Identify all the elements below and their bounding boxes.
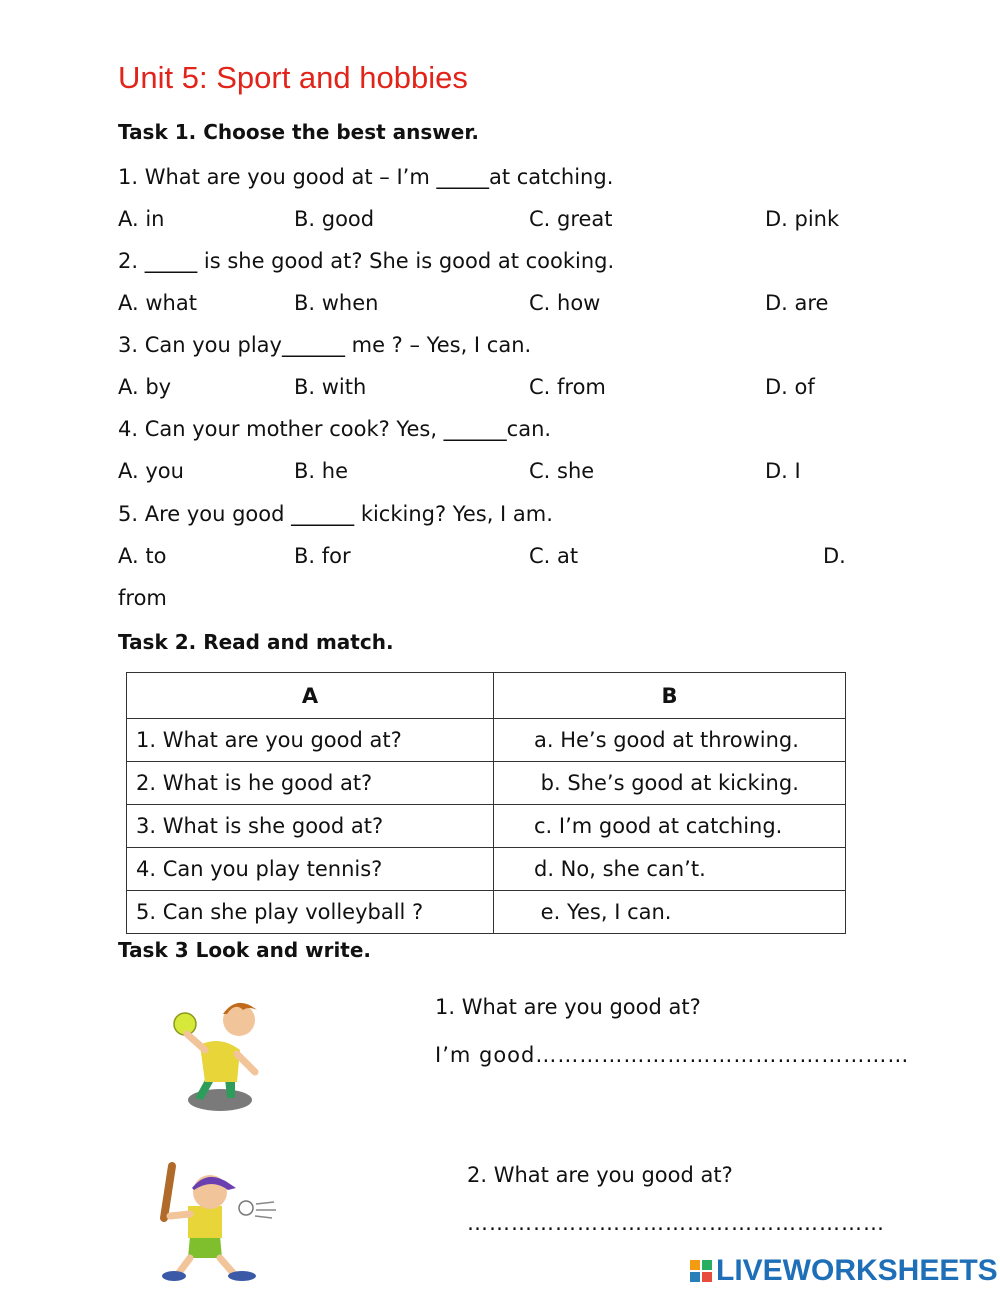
shoe-right xyxy=(228,1271,256,1281)
option-5d[interactable]: D. xyxy=(823,544,846,568)
question-1: 1. What are you good at – I’m _____at catching. xyxy=(118,165,614,189)
boy-catching-illustration xyxy=(165,990,275,1115)
baseball-icon xyxy=(239,1201,253,1215)
arm-right xyxy=(237,1054,255,1072)
option-2d[interactable]: D. are xyxy=(765,291,829,315)
table-row xyxy=(127,805,846,848)
motion-lines xyxy=(255,1202,276,1218)
match-table xyxy=(126,672,846,934)
option-2b[interactable]: B. when xyxy=(294,291,379,315)
shoe-left xyxy=(162,1271,186,1281)
option-3c[interactable]: C. from xyxy=(529,375,606,399)
table-row xyxy=(127,719,846,762)
legs xyxy=(178,1258,234,1274)
arm xyxy=(187,1034,205,1050)
logo-squares-icon xyxy=(690,1260,712,1282)
task3-answer-1[interactable]: I’m good…………………………………………… xyxy=(435,1043,910,1067)
task2-heading: Task 2. Read and match. xyxy=(118,630,394,654)
option-3b[interactable]: B. with xyxy=(294,375,367,399)
option-5d-continued[interactable]: from xyxy=(118,586,167,610)
column-a-header: A xyxy=(127,673,494,719)
table-header-row xyxy=(127,673,846,719)
bat-icon xyxy=(164,1166,172,1218)
option-2a[interactable]: A. what xyxy=(118,291,197,315)
shadow xyxy=(188,1089,252,1111)
match-left-2[interactable]: 2. What is he good at? xyxy=(127,762,494,805)
option-1a[interactable]: A. in xyxy=(118,207,165,231)
table-row xyxy=(127,848,846,891)
table-row xyxy=(127,891,846,934)
match-right-d[interactable]: d. No, she can’t. xyxy=(494,848,846,891)
shorts xyxy=(188,1236,222,1258)
option-4a[interactable]: A. you xyxy=(118,459,184,483)
match-left-1[interactable]: 1. What are you good at? xyxy=(127,719,494,762)
table-row xyxy=(127,762,846,805)
match-right-b[interactable]: b. She’s good at kicking. xyxy=(494,762,846,805)
match-left-5[interactable]: 5. Can she play volleyball ? xyxy=(127,891,494,934)
question-5: 5. Are you good ______ kicking? Yes, I am. xyxy=(118,502,553,526)
option-3d[interactable]: D. of xyxy=(765,375,815,399)
option-1c[interactable]: C. great xyxy=(529,207,613,231)
task1-heading: Task 1. Choose the best answer. xyxy=(118,120,479,144)
option-4b[interactable]: B. he xyxy=(294,459,348,483)
option-5a[interactable]: A. to xyxy=(118,544,167,568)
task3-question-2: 2. What are you good at? xyxy=(467,1163,733,1187)
option-5b[interactable]: B. for xyxy=(294,544,351,568)
option-5c[interactable]: C. at xyxy=(529,544,579,568)
arm xyxy=(170,1214,190,1216)
match-right-a[interactable]: a. He’s good at throwing. xyxy=(494,719,846,762)
column-b-header: B xyxy=(494,673,846,719)
question-4: 4. Can your mother cook? Yes, ______can. xyxy=(118,417,552,441)
boy-batting-illustration xyxy=(150,1158,280,1286)
option-1d[interactable]: D. pink xyxy=(765,207,840,231)
logo-text: LIVEWORKSHEETS xyxy=(716,1254,998,1287)
match-left-3[interactable]: 3. What is she good at? xyxy=(127,805,494,848)
option-2c[interactable]: C. how xyxy=(529,291,601,315)
shirt xyxy=(188,1206,222,1238)
page-title: Unit 5: Sport and hobbies xyxy=(118,60,468,95)
task3-heading: Task 3 Look and write. xyxy=(118,938,372,962)
question-2: 2. _____ is she good at? She is good at cooking. xyxy=(118,249,615,273)
option-4d[interactable]: D. I xyxy=(765,459,801,483)
liveworksheets-logo[interactable] xyxy=(690,1254,998,1288)
option-1b[interactable]: B. good xyxy=(294,207,375,231)
match-left-4[interactable]: 4. Can you play tennis? xyxy=(127,848,494,891)
option-4c[interactable]: C. she xyxy=(529,459,595,483)
match-right-c[interactable]: c. I’m good at catching. xyxy=(494,805,846,848)
option-3a[interactable]: A. by xyxy=(118,375,172,399)
task3-answer-2[interactable]: ………………………………………………… xyxy=(467,1211,885,1235)
match-right-e[interactable]: e. Yes, I can. xyxy=(494,891,846,934)
question-3: 3. Can you play______ me ? – Yes, I can. xyxy=(118,333,532,357)
task3-question-1: 1. What are you good at? xyxy=(435,995,701,1019)
